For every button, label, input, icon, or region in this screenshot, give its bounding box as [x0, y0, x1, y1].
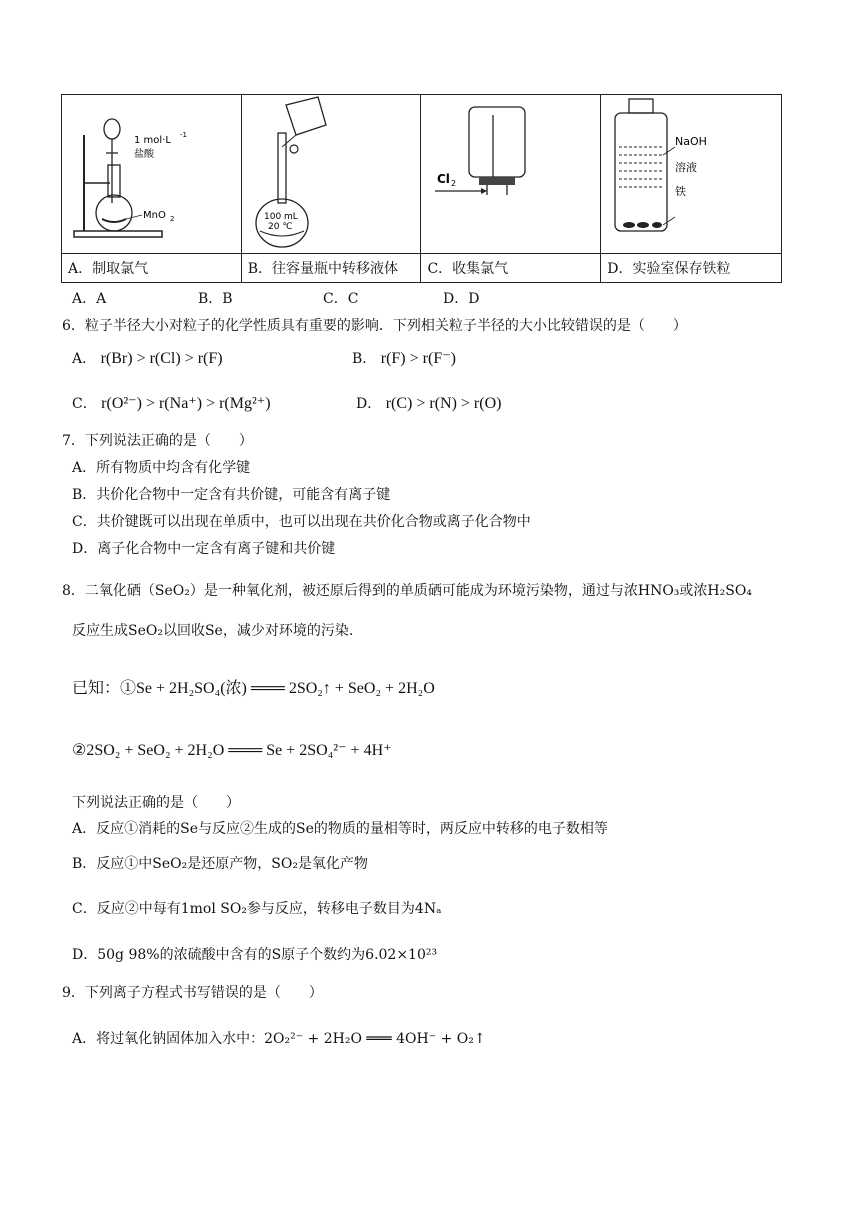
- q8-stem-line1: 8．二氧化硒（SeO₂）是一种氧化剂，被还原后得到的单质硒可能成为环境污染物，通过与浓HNO₃或浓H₂SO₄: [62, 583, 752, 599]
- q8-known-reaction-1: 已知：①Se + 2H₂SO₄(浓) ═══ 2SO₂↑ + SeO₂ + 2H₂O: [72, 680, 435, 697]
- q6-option-c: [72, 393, 271, 413]
- apparatus-a-figure: [62, 95, 242, 254]
- q6-option-a-expr: r(Br) > r(Cl) > r(F): [100, 350, 223, 367]
- label-volume: 100 mL: [263, 212, 298, 222]
- label-acid: 盐酸: [134, 149, 154, 160]
- label-cl2-sub: 2: [451, 179, 457, 188]
- caption-d: D．实验室保存铁粒: [601, 254, 782, 283]
- label-iron: 铁: [675, 185, 687, 198]
- q6-option-d: [356, 393, 501, 413]
- caption-c: C．收集氯气: [421, 254, 601, 283]
- q6-option-b: [352, 348, 456, 368]
- q8-option-c: C．反应②中每有1mol SO₂参与反应，转移电子数目为4Nₐ: [72, 901, 442, 917]
- q8-option-d: D．50g 98%的浓硫酸中含有的S原子个数约为6.02×10²³: [72, 947, 438, 963]
- label-temperature: 20 ℃: [267, 222, 293, 232]
- q8-known-reaction-2: ②2SO₂ + SeO₂ + 2H₂O ═══ Se + 2SO₄²⁻ + 4H⁺: [72, 742, 392, 759]
- apparatus-d-figure: [601, 95, 782, 254]
- q8-question: 下列说法正确的是（ ）: [72, 795, 240, 811]
- label-concentration-exp: -1: [180, 131, 187, 139]
- q8-option-a: A．反应①消耗的Se与反应②生成的Se的物质的量相等时，两反应中转移的电子数相等: [72, 821, 608, 837]
- label-solution: 溶液: [675, 161, 698, 174]
- q6-option-d-expr: r(C) > r(N) > r(O): [385, 395, 502, 412]
- q8-option-b: B．反应①中SeO₂是还原产物，SO₂是氧化产物: [72, 856, 368, 872]
- apparatus-table: [61, 94, 782, 283]
- q7-option-c: C．共价键既可以出现在单质中，也可以出现在共价化合物或离子化合物中: [72, 514, 531, 530]
- q6-option-b-letter: B．: [352, 351, 377, 367]
- q6-stem: 6．粒子半径大小对粒子的化学性质具有重要的影响．下列相关粒子半径的大小比较错误的是（ ）: [62, 318, 687, 334]
- q9-stem: 9．下列离子方程式书写错误的是（ ）: [62, 985, 323, 1001]
- q5-option-d: D．D: [443, 291, 480, 307]
- q9-option-a: A．将过氧化钠固体加入水中：2O₂²⁻ + 2H₂O ═══ 4OH⁻ + O₂↑: [72, 1031, 486, 1047]
- apparatus-c-figure: [421, 95, 601, 254]
- q6-option-c-letter: C．: [72, 396, 97, 412]
- apparatus-b-figure: [241, 95, 421, 254]
- q6-option-c-expr: r(O²⁻) > r(Na⁺) > r(Mg²⁺): [101, 395, 271, 412]
- label-naoh: NaOH: [675, 135, 708, 148]
- q7-option-a: A．所有物质中均含有化学键: [72, 460, 251, 476]
- caption-a: A．制取氯气: [62, 254, 242, 283]
- label-mno2: MnO: [143, 210, 166, 221]
- q6-option-b-expr: r(F) > r(F⁻): [380, 350, 456, 367]
- q7-option-d: D．离子化合物中一定含有离子键和共价键: [72, 541, 336, 557]
- q7-stem: 7．下列说法正确的是（ ）: [62, 433, 253, 449]
- q6-option-a-letter: A．: [72, 351, 97, 367]
- label-cl2: Cl: [437, 172, 451, 186]
- label-mno2-sub: 2: [170, 215, 175, 223]
- q8-stem-line2: 反应生成SeO₂以回收Se，减少对环境的污染.: [72, 623, 354, 639]
- caption-b: B．往容量瓶中转移液体: [241, 254, 421, 283]
- q6-option-d-letter: D．: [356, 396, 382, 412]
- q5-option-a: A．A: [72, 291, 107, 307]
- q7-option-b: B．共价化合物中一定含有共价键，可能含有离子键: [72, 487, 391, 503]
- q6-option-a: [72, 348, 223, 368]
- q5-option-c: C．C: [323, 291, 359, 307]
- q5-option-b: B．B: [198, 291, 233, 307]
- label-concentration: 1 mol·L: [134, 135, 171, 146]
